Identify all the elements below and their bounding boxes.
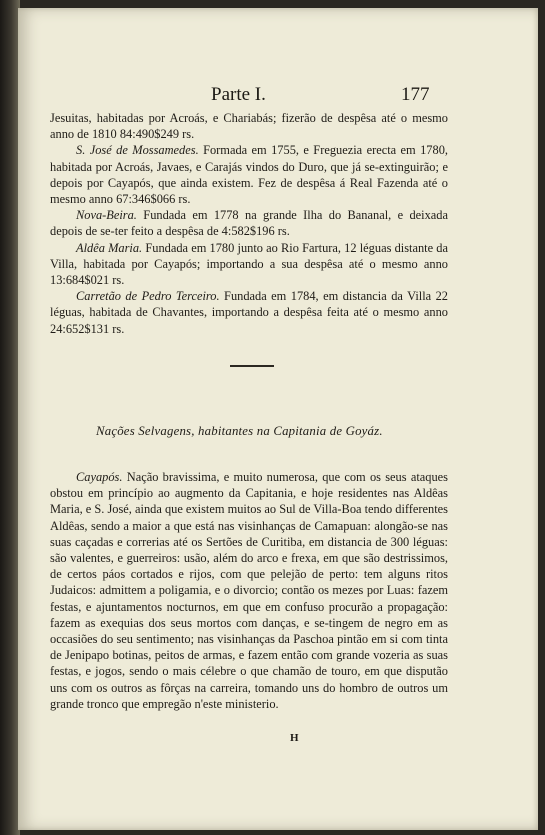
book-spine-shadow <box>0 0 20 835</box>
entry-place-name: Nova-Beira. <box>76 208 137 223</box>
settlements-text <box>50 110 448 337</box>
entry-place-name: Aldêa Maria. <box>76 240 143 255</box>
book-page <box>18 8 538 830</box>
entry-place-name: S. José de Mossamedes. <box>76 143 199 158</box>
tribe-name: Cayapós. <box>76 470 123 484</box>
entry-paragraph <box>50 240 448 289</box>
entry-text: Formada em 1755, e Freguezia erecta em 1780, habitada por Acroás, Javaes, e Carajás vindos do Duro, que já se-extinguirão; e depois por Cayapós, que ainda existem. Fez de despêsa á Real Fazenda até o mesmo anno 67:346$066 rs. <box>50 143 448 207</box>
entry-paragraph <box>50 142 448 207</box>
entry-paragraph <box>50 207 448 239</box>
entry-text: Fundada em 1784, em distancia da Villa 22 léguas, habitada de Chavantes, importando a despêsa feita até o mesmo anno 24:652$131 rs. <box>50 289 448 336</box>
entry-text: Fundada em 1778 na grande Ilha do Bananal, e deixada depois de se-ter feito a despêsa de 4:582$196 rs. <box>50 208 448 239</box>
tribe-description: Nação bravissima, e muito numerosa, que com os seus ataques obstou em princípio ao augmento da Capitania, e hoje residentes nas Aldêas Maria, e S. José, ainda que existem muitos ao Sul de Villa-Boa tendo differentes Aldêas, sendo a maior a que está nas visinhanças de Camapuan: alongão-se nas suas caçadas e correrias até os Sertões de Curitiba, em distancia de 300 léguas: são valentes, e guerreiros: usão, além do arco e frexa, em que são destrissimos, de certos páos cortados e rijos, com que pelejão de perto: tem alguns ritos Judaicos: admittem a poligamia, e o divorcio; contão os mezes por Luas: fazem festas, e ajuntamentos nocturnos, em que em confuso procurão a propagação: fazem as exequias dos seus mortos com danças, e se-tingem de negro em as occasiões do seu sentimento; nas visinhanças da Paschoa pintão em si com tinta de Jenipapo botinas, peitos de armas, e fazem então com grande vozeria as suas festas, e jogos, sendo o mais célebre o que chamão de touro, em que disputão uns com os outros as fôrças na carreira, tomando uns do hombro de outros um grande tronco que empregão n'este ministerio. <box>50 470 448 711</box>
page-header <box>18 84 538 108</box>
entry-text: Fundada em 1780 junto ao Rio Fartura, 12 léguas distante da Villa, habitada por Cayapós; importando a sua despêsa até o mesmo anno 13:684$021 rs. <box>50 240 448 288</box>
signature-mark: H <box>290 732 299 744</box>
tribes-text <box>50 469 448 712</box>
entry-paragraph <box>50 288 448 337</box>
page-number: 177 <box>401 84 430 105</box>
tribe-paragraph <box>50 469 448 712</box>
entry-place-name: Carretão de Pedro Terceiro. <box>76 289 220 304</box>
page-title: Parte I. <box>211 84 266 105</box>
section-heading: Nações Selvagens, habitantes na Capitania de Goyáz. <box>96 424 383 438</box>
intro-paragraph: Jesuitas, habitadas por Acroás, e Chariabás; fizerão de despêsa até o mesmo anno de 1810 84:490$249 rs. <box>50 111 448 142</box>
section-divider <box>230 365 274 367</box>
